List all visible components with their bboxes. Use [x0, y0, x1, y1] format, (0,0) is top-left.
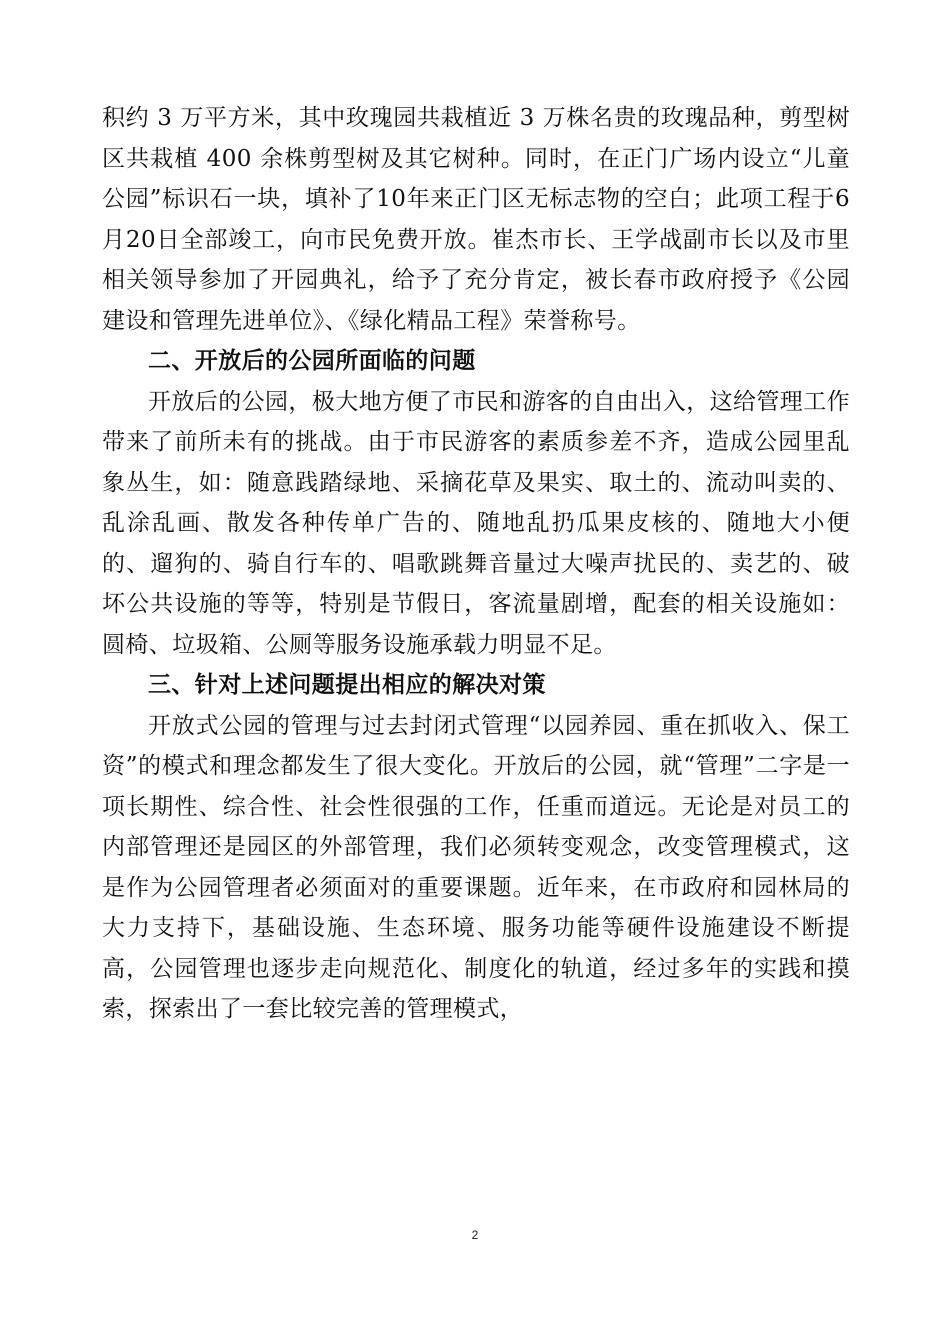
paragraph-park-construction: 积约 3 万平方米，其中玫瑰园共栽植近 3 万株名贵的玫瑰品种，剪型树区共栽植 400 余株剪型树及其它树种。同时，在正门广场内设立“儿童公园”标识石一块，填补了10年来正门区无标志物的空白；此项工程于6月20日全部竣工，向市民免费开放。崔杰市长、王学战副市长以及市里相关领导参加了开园典礼，给予了充分肯定，被长春市政府授予《公园建设和管理先进单位》、《绿化精品工程》荣誉称号。	[102, 105, 850, 334]
document-body	[102, 98, 850, 1030]
paragraph-problems: 开放后的公园，极大地方便了市民和游客的自由出入，这给管理工作带来了前所未有的挑战。由于市民游客的素质参差不齐，造成公园里乱象丛生，如：随意践踏绿地、采摘花草及果实、取土的、流动叫卖的、乱涂乱画、散发各种传单广告的、随地乱扔瓜果皮核的、随地大小便的、遛狗的、骑自行车的、唱歌跳舞音量过大噪声扰民的、卖艺的、破坏公共设施的等等，特别是节假日，客流量剧增，配套的相关设施如：圆椅、垃圾箱、公厕等服务设施承载力明显不足。	[102, 388, 850, 658]
page-number: 2	[471, 1228, 479, 1242]
section-heading-problems: 二、开放后的公园所面临的问题	[148, 348, 476, 374]
section-heading-solutions: 三、针对上述问题提出相应的解决对策	[148, 672, 546, 698]
paragraph-solutions: 开放式公园的管理与过去封闭式管理“以园养园、重在抓收入、保工资”的模式和理念都发生了很大变化。开放后的公园，就“管理”二字是一项长期性、综合性、社会性很强的工作，任重而道远。无论是对员工的内部管理还是园区的外部管理，我们必须转变观念，改变管理模式，这是作为公园管理者必须面对的重要课题。近年来，在市政府和园林局的大力支持下，基础设施、生态环境、服务功能等硬件设施建设不断提高，公园管理也逐步走向规范化、制度化的轨道，经过多年的实践和摸索，探索出了一套比较完善的管理模式，	[102, 712, 850, 1022]
